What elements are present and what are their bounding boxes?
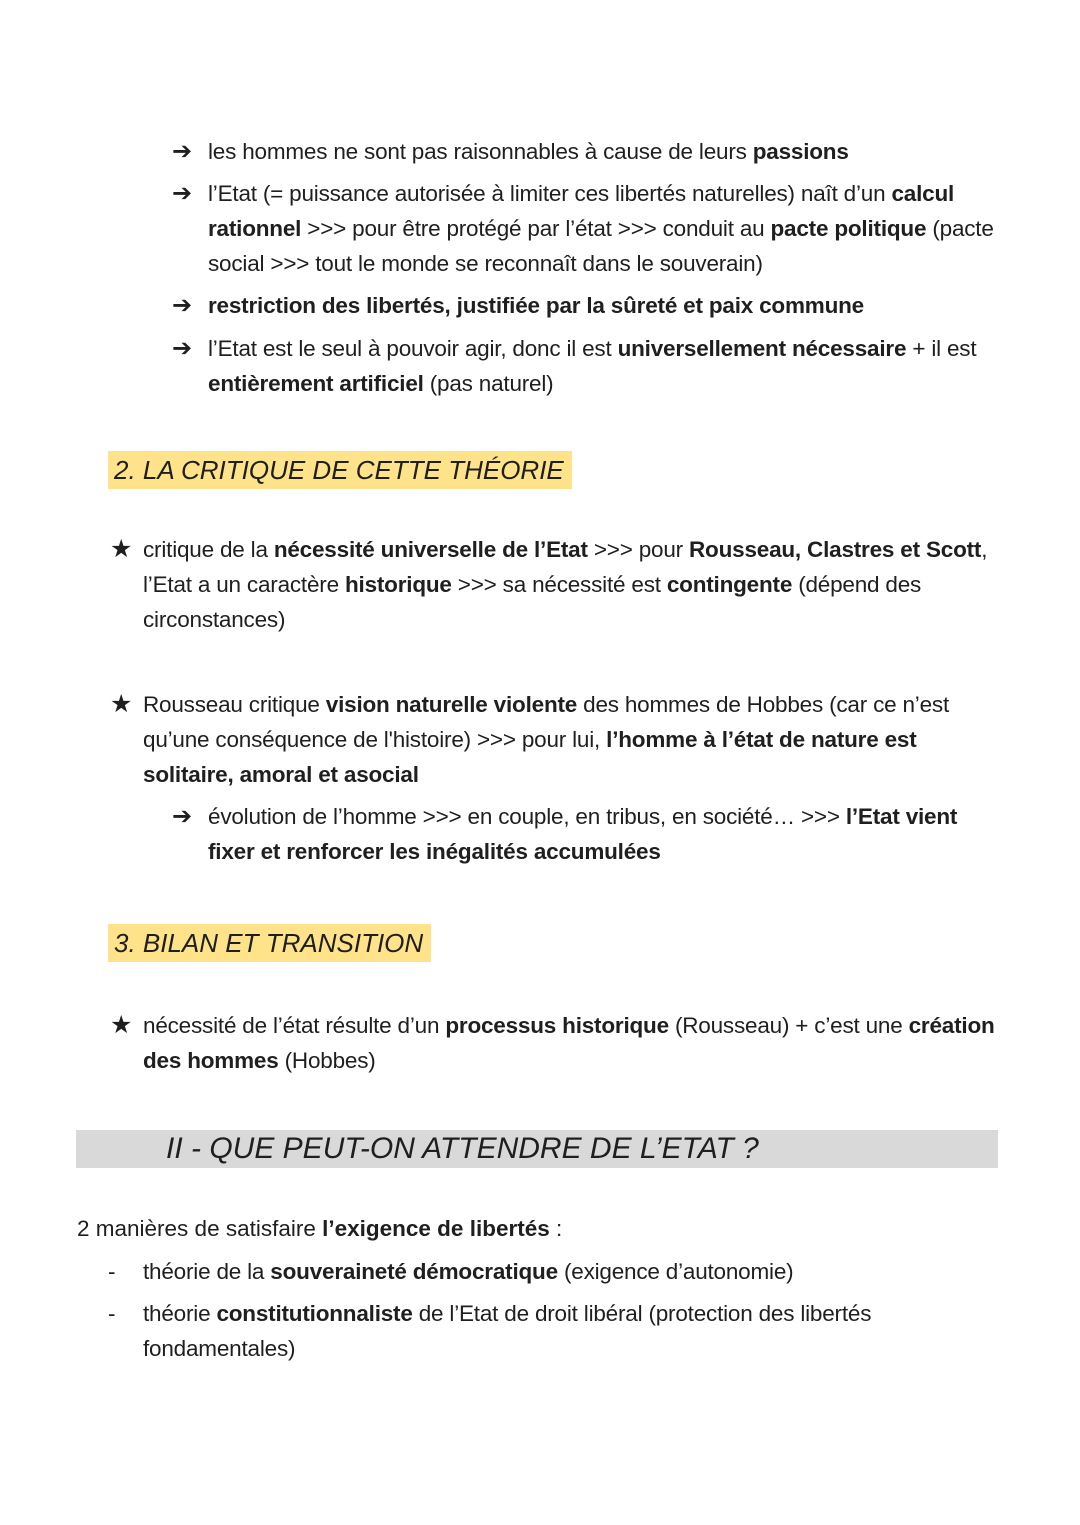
intro-line: 2 manières de satisfaire l’exigence de libertés : <box>77 1216 563 1241</box>
star-bullet-rousseau: ★ Rousseau critique vision naturelle violente des hommes de Hobbes (car ce n’est qu’une conséquence de l'histoire) >>> pour lui, l’homme à l’état de nature est solitaire, amoral et asocial <box>110 687 1010 792</box>
arrow-bullet-evolution: ➔ évolution de l’homme >>> en couple, en tribus, en société… >>> l’Etat vient fixer et renforcer les inégalités accumulées <box>172 799 1032 869</box>
star-icon: ★ <box>110 1011 133 1039</box>
arrow-icon: ➔ <box>172 138 192 165</box>
main-heading-text: II - QUE PEUT-ON ATTENDRE DE L’ETAT ? <box>166 1132 759 1165</box>
arrow-bullet-etat-seul: ➔ l’Etat est le seul à pouvoir agir, donc il est universellement nécessaire + il est entièrement artificiel (pas naturel) <box>172 331 1032 401</box>
arrow-bullet-etat-calcul: ➔ l’Etat (= puissance autorisée à limiter ces libertés naturelles) naît d’un calcul rationnel >>> pour être protégé par l’état >>> conduit au pacte politique (pacte social >>> tout le monde se reconnaît dans le souverain) <box>172 176 1032 281</box>
arrow-icon: ➔ <box>172 292 192 319</box>
arrow-bullet-passions: ➔ les hommes ne sont pas raisonnables à cause de leurs passions <box>172 134 1032 169</box>
dash-item-constitutionnaliste: - théorie constitutionnaliste de l’Etat de droit libéral (protection des libertés fondamentales) <box>108 1296 1008 1366</box>
star-bullet-bilan: ★ nécessité de l’état résulte d’un processus historique (Rousseau) + c’est une création des hommes (Hobbes) <box>110 1008 1020 1078</box>
star-icon: ★ <box>110 690 133 718</box>
dash-item-democratique: - théorie de la souveraineté démocratique (exigence d’autonomie) <box>108 1254 1008 1289</box>
arrow-icon: ➔ <box>172 803 192 830</box>
arrow-icon: ➔ <box>172 335 192 362</box>
section-heading-bilan: 3. BILAN ET TRANSITION <box>108 924 431 962</box>
dash-bullet: - <box>108 1301 116 1326</box>
section-heading-critique: 2. LA CRITIQUE DE CETTE THÉORIE <box>108 451 572 489</box>
main-heading-part-two <box>76 1130 998 1168</box>
dash-bullet: - <box>108 1259 116 1284</box>
star-bullet-critique-necessite: ★ critique de la nécessité universelle de l’Etat >>> pour Rousseau, Clastres et Scott, l’Etat a un caractère historique >>> sa nécessité est contingente (dépend des circonstances) <box>110 532 1010 637</box>
arrow-bullet-restriction: ➔ restriction des libertés, justifiée par la sûreté et paix commune <box>172 288 1032 323</box>
arrow-icon: ➔ <box>172 180 192 207</box>
star-icon: ★ <box>110 535 133 563</box>
